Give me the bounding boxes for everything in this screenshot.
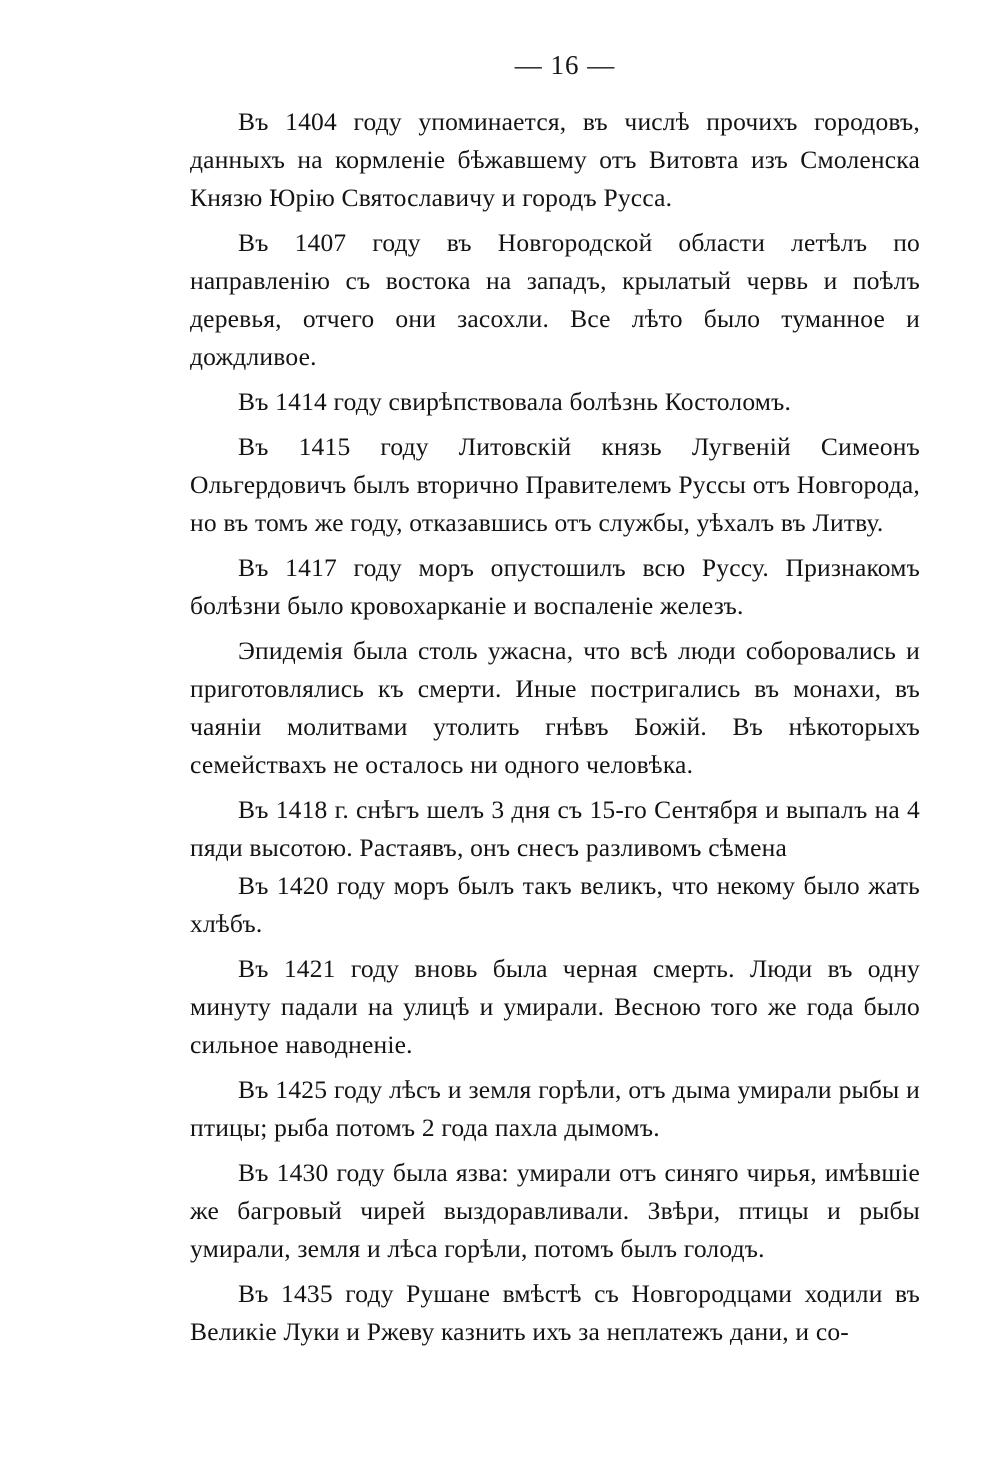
page-number: — 16 — xyxy=(514,50,616,80)
paragraph-1414: Въ 1414 году свирѣпствовала болѣзнь Костоломъ. xyxy=(238,387,792,416)
paragraph-1425: Въ 1425 году лѣсъ и земля горѣли, отъ дыма умирали рыбы и птицы; рыба потомъ 2 года пахла дымомъ. xyxy=(190,1075,920,1142)
page-body xyxy=(190,103,920,1358)
paragraph-1417: Въ 1417 году моръ опустошилъ всю Руссу. Признакомъ болѣзни было кровохарканіе и воспаленіе железъ. xyxy=(190,553,920,620)
paragraph-1404: Въ 1404 году упоминается, въ числѣ прочихъ городовъ, данныхъ на кормленіе бѣжавшему отъ Витовта изъ Смоленска Князю Юрію Святославичу и городъ Русса. xyxy=(190,107,920,212)
paragraph-1430: Въ 1430 году была язва: умирали отъ синяго чирья, имѣвшіе же багровый чирей выздоравливали. Звѣри, птицы и рыбы умирали, земля и лѣса горѣли, потомъ былъ голодъ. xyxy=(190,1158,920,1263)
paragraph-1415: Въ 1415 году Литовскій князь Лугвеній Симеонъ Ольгердовичъ былъ вторично Правителемъ Руссы отъ Новгорода, но въ томъ же году, отказавшись отъ службы, уѣхалъ въ Литву. xyxy=(190,432,920,537)
paragraph-1407: Въ 1407 году въ Новгородской области летѣлъ по направленію съ востока на западъ, крылатый червь и поѣлъ деревья, отчего они засохли. Все лѣто было туманное и дождливое. xyxy=(190,228,920,371)
paragraph-1435: Въ 1435 году Рушане вмѣстѣ съ Новгородцами ходили въ Великіе Луки и Ржеву казнить ихъ за неплатежъ дани, и со- xyxy=(190,1279,920,1346)
paragraph-1421: Въ 1421 году вновь была черная смерть. Люди въ одну минуту падали на улицѣ и умирали. Весною того же года было сильное наводненіе. xyxy=(190,954,920,1059)
paragraph-epidemic: Эпидемія была столь ужасна, что всѣ люди соборовались и приготовлялись къ смерти. Иные постригались въ монахи, въ чаяніи молитвами утолить гнѣвъ Божій. Въ нѣкоторыхъ семействахъ не осталось ни одного человѣка. xyxy=(190,636,920,779)
paragraph-1420: Въ 1420 году моръ былъ такъ великъ, что некому было жать хлѣбъ. xyxy=(190,871,920,938)
paragraph-1418: Въ 1418 г. снѣгъ шелъ 3 дня съ 15-го Сентября и выпалъ на 4 пяди высотою. Растаявъ, онъ снесъ разливомъ сѣмена xyxy=(190,795,920,862)
